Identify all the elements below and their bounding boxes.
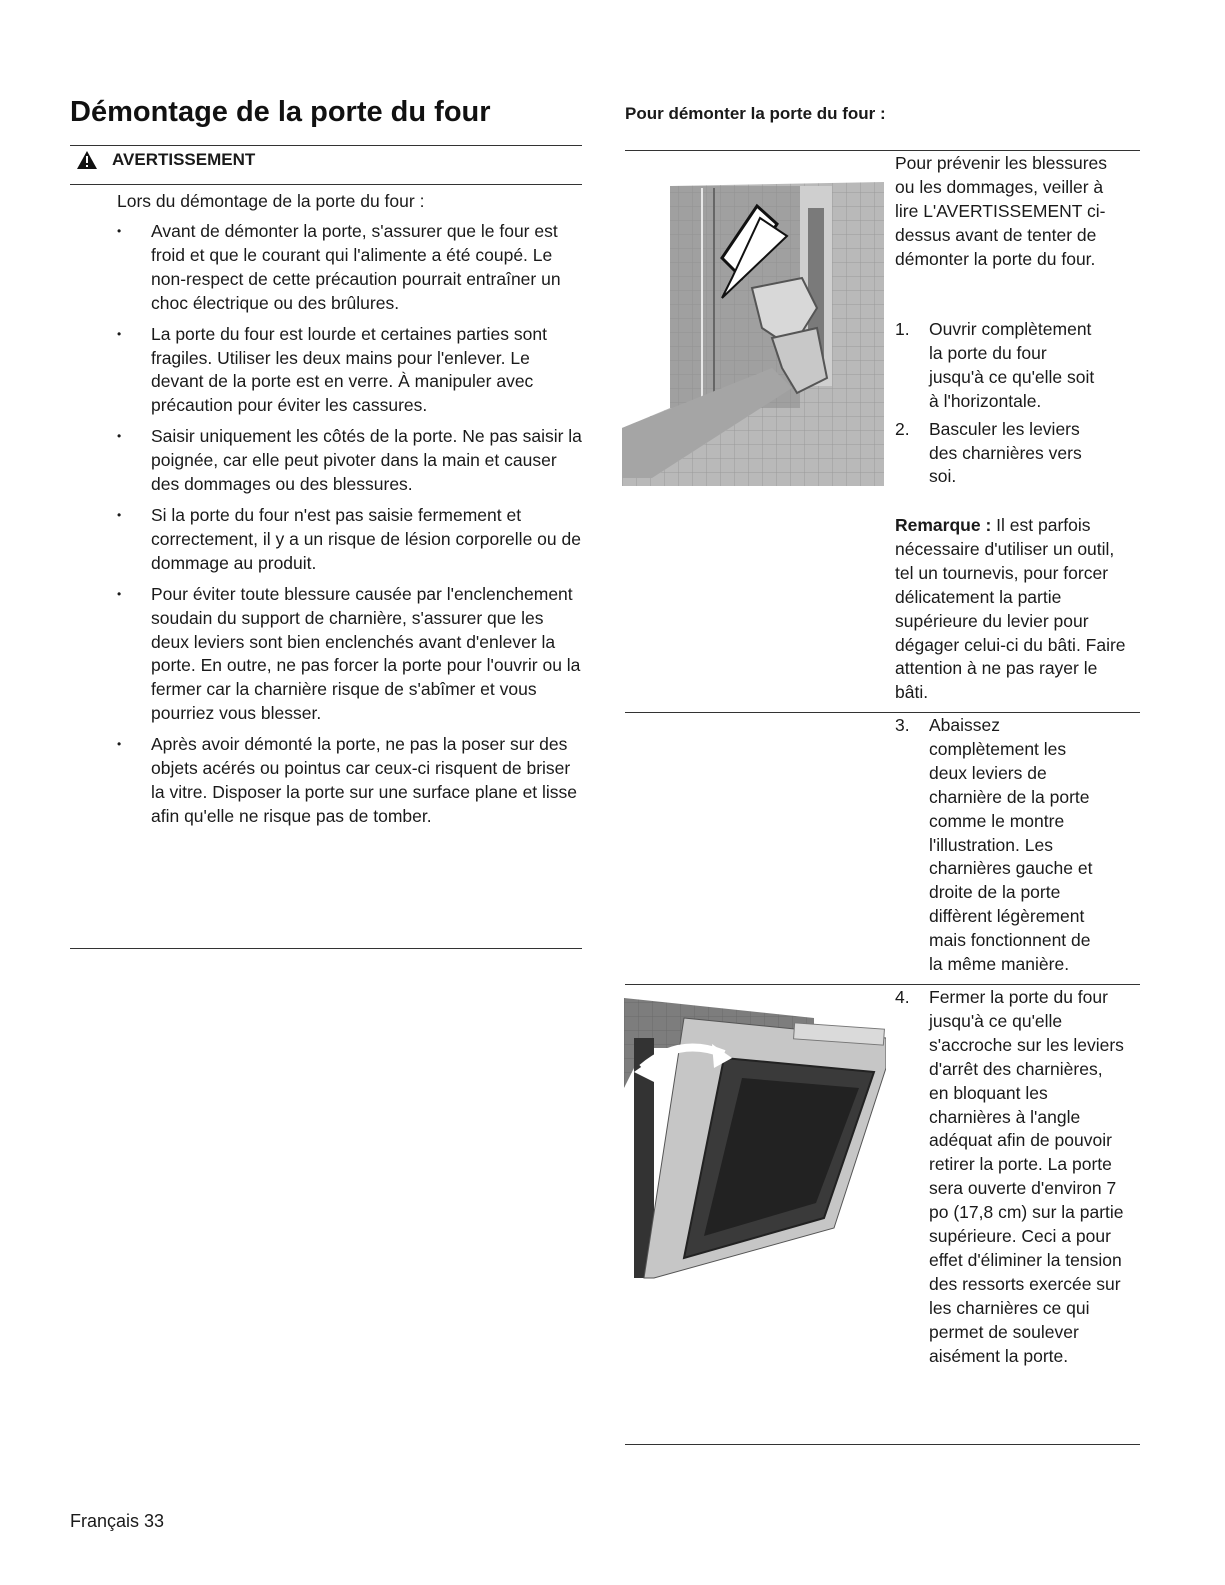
note — [895, 514, 1130, 705]
warning-item: • Si la porte du four n'est pas saisie fermement et correctement, il y a un risque de lésion corporelle ou de dommage au produit. — [117, 504, 582, 576]
warning-item: • Pour éviter toute blessure causée par l'enclenchement soudain du support de charnière, s'assurer que les deux leviers sont bien enclenchés avant d'enlever la porte. En outre, ne pas forcer la porte pour l'ouvrir ou la fermer car la charnière risque de s'abîmer et vous pourriez vous blesser. — [117, 583, 582, 726]
hinge-lever-illustration — [622, 178, 884, 486]
divider — [625, 984, 1140, 985]
warning-item: • Saisir uniquement les côtés de la porte. Ne pas saisir la poignée, car elle peut pivoter dans la main et causer des dommages ou des blessures. — [117, 425, 582, 497]
procedure-intro: Pour prévenir les blessures ou les dommages, veiller à lire L'AVERTISSEMENT ci-dessus avant de tenter de démonter la porte du four. — [895, 153, 1108, 269]
steps-1-2 — [895, 318, 1105, 493]
step-text: Abaissez complètement les deux leviers de charnière de la porte comme le montre l'illustration. Les charnières gauche et droite de la porte diffèrent légèrement mais fonctionnent de la même manière. — [929, 715, 1093, 975]
step-text: Fermer la porte du four jusqu'à ce qu'elle s'accroche sur les leviers d'arrêt des charnières, en bloquant les charnières à l'angle adéquat afin de pouvoir retirer la porte. La porte sera ouverte d'environ 7 po (17,8 cm) sur la partie supérieure. Ceci a pour effet d'éliminer la tension des ressorts exercée sur les charnières ce qui permet de soulever aisément la porte. — [929, 987, 1124, 1366]
step-2 — [895, 418, 1105, 490]
warning-intro: Lors du démontage de la porte du four : — [117, 191, 425, 211]
page-footer: Français 33 — [70, 1511, 165, 1531]
step-3 — [895, 714, 1105, 977]
divider — [625, 150, 1140, 151]
warning-triangle-icon — [76, 150, 98, 170]
warning-list — [117, 220, 582, 836]
note-text: Il est parfois nécessaire d'utiliser un outil, tel un tournevis, pour forcer délicatement la partie supérieure du levier pour dégager celui-ci du bâti. Faire attention à ne pas rayer le bâti. — [895, 515, 1126, 703]
step-number: 3. — [895, 715, 910, 735]
step-4 — [895, 986, 1125, 1369]
divider — [70, 948, 582, 949]
warning-heading-label: AVERTISSEMENT — [112, 150, 256, 169]
oven-door-illustration — [624, 988, 886, 1280]
warning-heading — [76, 150, 255, 170]
step-3-list — [895, 714, 1105, 981]
divider — [70, 184, 582, 185]
warning-item: • Après avoir démonté la porte, ne pas la poser sur des objets acérés ou pointus car ceux-ci risquent de briser la vitre. Disposer la porte sur une surface plane et lisse afin qu'elle ne risque pas de tomber. — [117, 733, 582, 829]
page-title: Démontage de la porte du four — [70, 96, 491, 128]
step-1 — [895, 318, 1105, 414]
note-label: Remarque : — [895, 515, 992, 535]
step-number: 4. — [895, 987, 910, 1007]
step-text: Ouvrir complètement la porte du four jusqu'à ce qu'elle soit à l'horizontale. — [929, 319, 1095, 411]
divider — [625, 712, 1140, 713]
warning-item: • Avant de démonter la porte, s'assurer que le four est froid et que le courant qui l'alimente a été coupé. Le non-respect de cette précaution pourrait entraîner un choc électrique ou des brûlures. — [117, 220, 582, 316]
divider — [70, 145, 582, 146]
step-text: Basculer les leviers des charnières vers soi. — [929, 418, 1082, 487]
warning-item: • La porte du four est lourde et certaines parties sont fragiles. Utiliser les deux mains pour l'enlever. Le devant de la porte est en verre. À manipuler avec précaution pour éviter les cassures. — [117, 323, 582, 419]
step-number: 2. — [895, 418, 910, 439]
step-number: 1. — [895, 319, 910, 339]
section-title: Pour démonter la porte du four : — [625, 104, 886, 123]
divider — [625, 1444, 1140, 1445]
step-4-list — [895, 986, 1125, 1373]
